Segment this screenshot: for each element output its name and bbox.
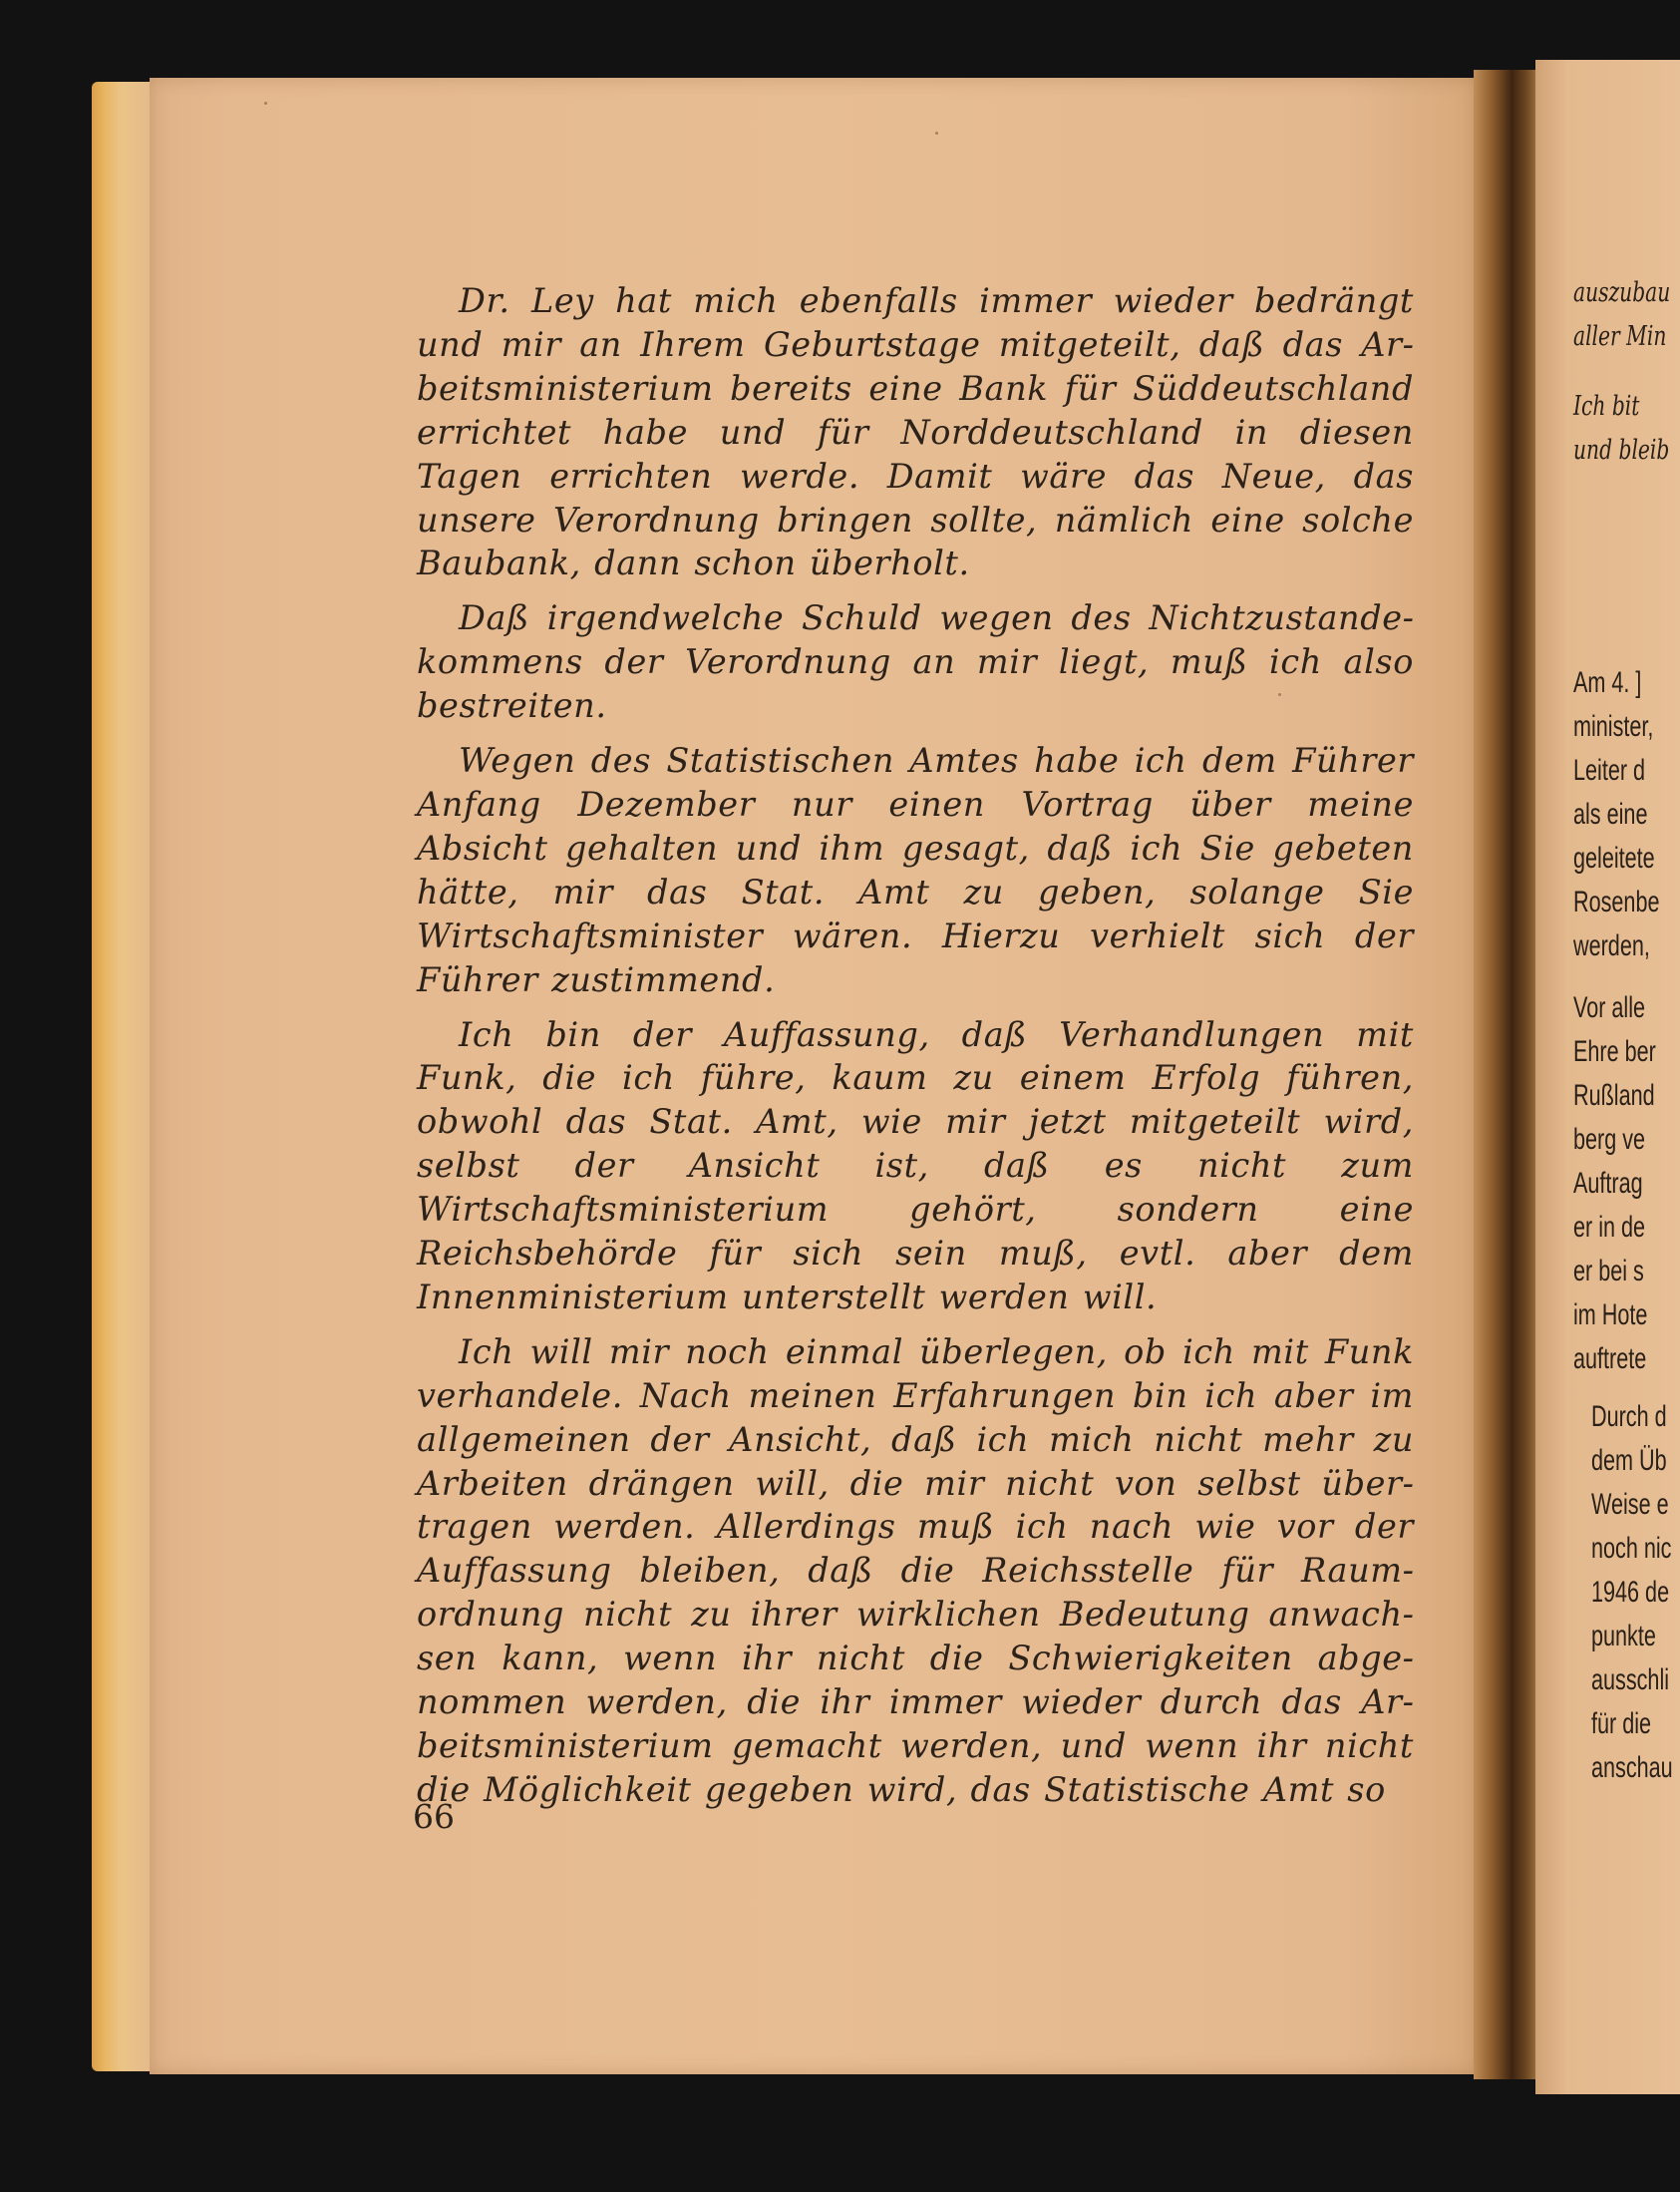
right-page-fragment: er in de [1573,1211,1646,1244]
right-page-fragment: Ich bit [1573,391,1640,422]
right-page-fragment: auszubau [1573,277,1671,308]
right-page-fragment: Vor alle [1573,991,1646,1024]
right-page-fragment: Weise e [1591,1488,1669,1521]
right-page-fragment: als eine [1573,798,1648,831]
right-page-fragment: Rosenbe [1573,886,1660,918]
right-page-fragment: Auftrag [1573,1167,1643,1200]
right-page-fragment: dem Üb [1591,1444,1667,1477]
right-page-fragment: auftrete [1573,1342,1647,1375]
right-page-fragment: im Hote [1573,1298,1648,1331]
right-page-fragment: 1946 de [1591,1576,1670,1609]
right-page-fragment: punkte [1591,1620,1656,1652]
right-page-fragment: minister, [1573,710,1654,743]
paragraph-3: Wegen des Statistischen Amtes habe ich dem Führer Anfang Dezember nur einen Vortrag über meine Absicht gehalten und ihm gesagt, daß ich Sie gebeten hätte, mir das Stat. Amt zu geben, solange Sie Wirtschaftsminister wären. Hierzu verhielt sich der Führer zustimmend. [417,741,1414,999]
right-page-fragment: aller Min [1573,321,1667,352]
right-page-fragment: Ehre ber [1573,1035,1656,1068]
right-page-fragment: Durch d [1591,1400,1667,1433]
paragraph-5: Ich will mir noch einmal überlegen, ob ich mit Funk verhandele. Nach meinen Erfahrungen bin ich aber im allgemeinen der Ansicht, daß ich mich nicht mehr zu Arbeiten drängen will, die mir nicht von selbst übertragen werden. Allerdings muß ich nach wie vor der Auffassung bleiben, daß die Reichsstelle für Raumordnung nicht zu ihrer wirklichen Bedeutung anwachsen kann, wenn ihr nicht die Schwierigkeiten abgenommen werden, die ihr immer wieder durch das Arbeitsministerium gemacht werden, und wenn ihr nicht die Möglichkeit gegeben wird, das Statistische Amt so [417,1331,1414,1809]
paragraph-1: Dr. Ley hat mich ebenfalls immer wieder bedrängt und mir an Ihrem Geburtstage mitgeteilt, daß das Arbeitsministerium bereits eine Bank für Süddeutschland errichtet habe und für Norddeutschland in diesen Tagen errichten werde. Damit wäre das Neue, das unsere Verordnung bringen sollte, nämlich eine solche Baubank, dann schon überholt. [417,281,1414,583]
paper-speck [264,102,267,105]
right-page-fragment: Leiter d [1573,754,1646,787]
paragraph-4: Ich bin der Auffassung, daß Verhandlungen mit Funk, die ich führe, kaum zu einem Erfolg führen, obwohl das Stat. Amt, wie mir jetzt mitgeteilt wird, selbst der Ansicht ist, daß es nicht zum Wirtschaftsministerium gehört, sondern eine Reichsbehörde für sich sein muß, evtl. aber dem Innenministerium unterstellt werden will. [417,1014,1414,1316]
paper-speck [935,132,938,135]
left-page-text [417,279,1414,1823]
right-page-fragment: und bleib [1573,435,1670,466]
right-page-fragment: ausschli [1591,1663,1670,1696]
right-page-fragment: Am 4. ] [1573,666,1642,699]
book-gutter [1474,70,1543,2079]
right-page-fragment: er bei s [1573,1255,1644,1287]
right-page-fragment: anschau [1591,1751,1673,1784]
right-page-fragment: geleitete [1573,842,1655,875]
right-page-fragment: Rußland [1573,1079,1655,1112]
right-page-fragment: noch nic [1591,1532,1672,1565]
paragraph-2: Daß irgendwelche Schuld wegen des Nichtzustandekommens der Verordnung an mir liegt, muß ich also bestreiten. [417,598,1414,726]
right-page [1535,60,1680,2094]
right-page-fragment: für die [1591,1707,1652,1740]
right-page-fragment: berg ve [1573,1123,1646,1156]
paper-speck [1278,693,1281,696]
page-number: 66 [413,1797,455,1836]
right-page-fragment: werden, [1573,929,1650,962]
